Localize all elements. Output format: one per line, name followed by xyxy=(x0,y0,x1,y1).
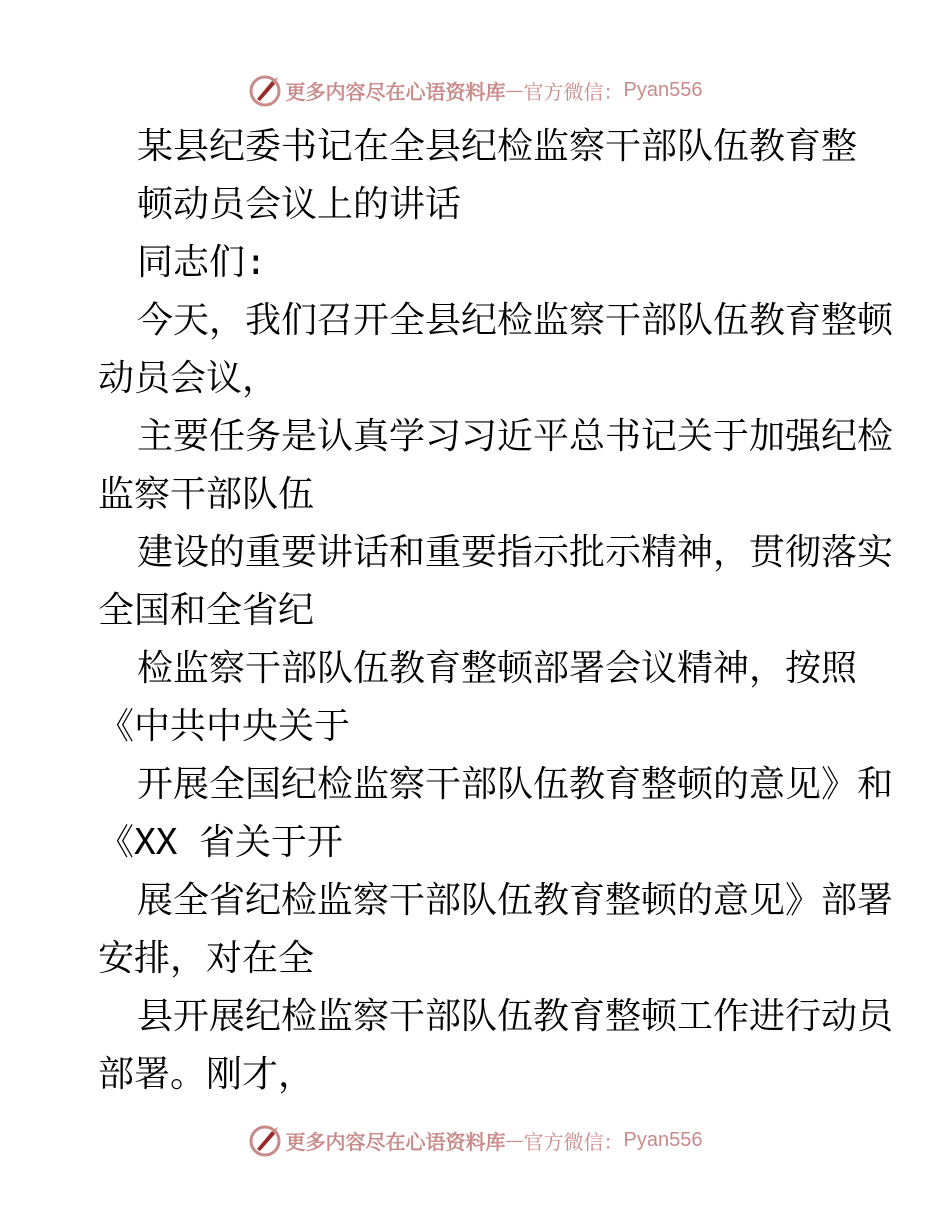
paragraph-line: 部署。刚才， xyxy=(98,1054,315,1095)
quill-pen-logo-icon xyxy=(248,73,282,107)
watermark-wechat-id: Pyan556 xyxy=(623,1128,703,1151)
paragraph-line: 县开展纪检监察干部队伍教育整顿工作进行动员 xyxy=(137,996,894,1037)
watermark-main-text: 更多内容尽在心语资料库 xyxy=(285,1129,506,1154)
paragraph-line: 开展全国纪检监察干部队伍教育整顿的意见》和 xyxy=(137,764,894,805)
paragraph-line: 展全省纪检监察干部队伍教育整顿的意见》部署 xyxy=(137,880,894,921)
title-line-1: 某县纪委书记在全县纪检监察干部队伍教育整 xyxy=(137,126,858,167)
watermark-wechat-label: 官方微信： xyxy=(523,79,624,104)
paragraph-line: 全国和全省纪 xyxy=(98,590,315,631)
watermark-main-text: 更多内容尽在心语资料库 xyxy=(285,79,506,104)
paragraph-line: 动员会议， xyxy=(98,358,279,399)
watermark-wechat-label: 官方微信： xyxy=(523,1129,624,1154)
title-line-2: 顿动员会议上的讲话 xyxy=(137,184,462,225)
quill-pen-logo-icon xyxy=(248,1123,282,1157)
paragraph-line: 主要任务是认真学习习近平总书记关于加强纪检 xyxy=(137,416,894,457)
watermark-header xyxy=(0,70,950,110)
salutation: 同志们: xyxy=(137,242,267,283)
paragraph-line: 《XX 省关于开 xyxy=(98,822,344,863)
watermark-wechat-id: Pyan556 xyxy=(623,78,703,101)
watermark-dash: — xyxy=(505,79,524,101)
watermark-footer xyxy=(0,1120,950,1160)
paragraph-line: 监察干部队伍 xyxy=(98,474,315,515)
paragraph-line: 检监察干部队伍教育整顿部署会议精神，按照 xyxy=(137,648,858,689)
watermark-dash: — xyxy=(505,1129,524,1151)
paragraph-line: 建设的重要讲话和重要指示批示精神，贯彻落实 xyxy=(137,532,894,573)
paragraph-line: 今天，我们召开全县纪检监察干部队伍教育整顿 xyxy=(137,300,894,341)
paragraph-line: 安排，对在全 xyxy=(98,938,315,979)
paragraph-line: 《中共中央关于 xyxy=(98,706,351,747)
